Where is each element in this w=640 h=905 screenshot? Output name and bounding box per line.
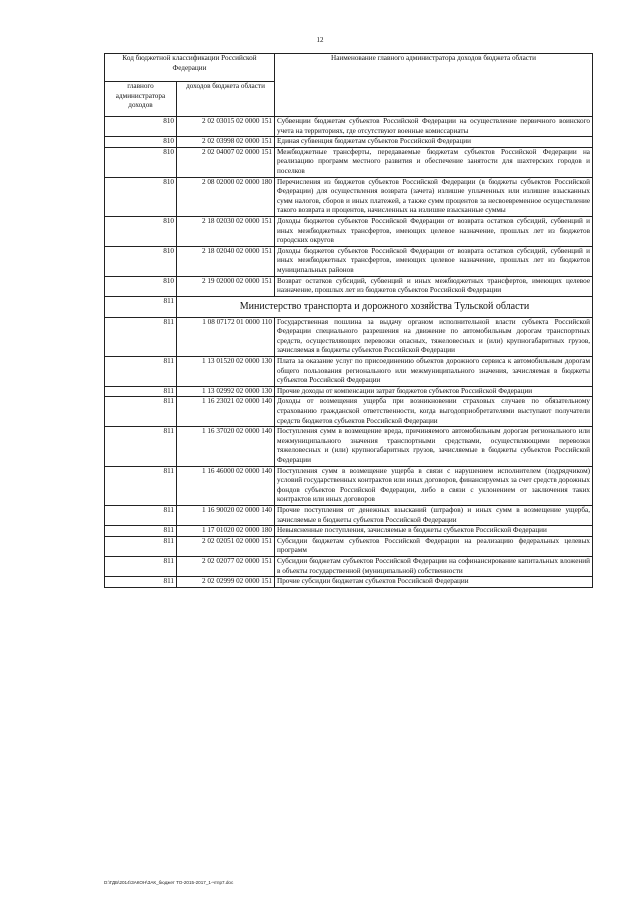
income-code-cell: 2 18 02030 02 0000 151 (177, 216, 275, 246)
ministry-row (105, 296, 593, 317)
income-name-cell: Невыясненные поступления, зачисляемые в бюджеты субъектов Российской Федерации (275, 526, 593, 537)
income-name-cell: Поступления сумм в возмещение ущерба в связи с нарушением исполнителем (подрядчиком) условий государственных контрактов или иных договоров, финансируемых за счет средств дорожных фондов субъектов Российской Федерации, либо в связи с уклонением от заключения таких контрактов или иных договоров (275, 466, 593, 505)
income-code-cell: 2 02 03998 02 0000 151 (177, 137, 275, 148)
admin-code-cell: 810 (105, 276, 177, 296)
income-code-cell: 1 08 07172 01 0000 110 (177, 317, 275, 356)
income-name-cell: Единая субвенция бюджетам субъектов Российской Федерации (275, 137, 593, 148)
page-number: 12 (316, 36, 324, 44)
table-row (105, 357, 593, 387)
income-code-cell: 1 16 37020 02 0000 140 (177, 427, 275, 466)
table-row (105, 317, 593, 356)
table-row (105, 466, 593, 505)
admin-code-cell: 810 (105, 137, 177, 148)
income-code-cell: 1 16 90020 02 0000 140 (177, 505, 275, 525)
income-name-cell: Перечисления из бюджетов субъектов Российской Федерации (в бюджеты субъектов Российской Федерации) для осуществления возврата (зачета) излишне уплаченных или излишне взысканных сумм налогов, сборов и иных платежей, а также сумм процентов за несвоевременное осуществление такого возврата и процентов, начисленных на излишне взысканные суммы (275, 177, 593, 216)
income-name-cell: Прочие поступления от денежных взысканий (штрафов) и иных сумм в возмещение ущерба, зачисляемые в бюджеты субъектов Российской Федерации (275, 505, 593, 525)
income-code-cell: 1 13 01520 02 0000 130 (177, 357, 275, 387)
income-code-cell: 1 13 02992 02 0000 130 (177, 386, 275, 397)
admin-code-cell: 811 (105, 577, 177, 588)
income-name-cell: Доходы бюджетов субъектов Российской Федерации от возврата остатков субсидий, субвенций и иных межбюджетных трансфертов, имеющих целевое назначение, прошлых лет из бюджетов муниципальных районов (275, 246, 593, 276)
admin-code-cell: 811 (105, 505, 177, 525)
admin-code-cell: 810 (105, 246, 177, 276)
header-group-title: Код бюджетной классификации Российской Федерации (105, 54, 275, 82)
table-row (105, 137, 593, 148)
income-name-cell: Прочие субсидии бюджетам субъектов Российской Федерации (275, 577, 593, 588)
admin-code-cell: 811 (105, 466, 177, 505)
income-code-cell: 2 08 02000 02 0000 180 (177, 177, 275, 216)
income-code-cell: 2 19 02000 02 0000 151 (177, 276, 275, 296)
income-name-cell: Субсидии бюджетам субъектов Российской Федерации на софинансирование капитальных вложений в объекты государственной (муниципальной) собственности (275, 556, 593, 576)
ministry-admin-code: 811 (105, 296, 177, 317)
table-row (105, 177, 593, 216)
table-row (105, 536, 593, 556)
income-name-cell: Доходы от возмещения ущерба при возникновении страховых случаев по обязательному страхованию гражданской ответственности, когда выгодоприобретателями выступают получатели средств бюджетов субъектов Российской Федерации (275, 397, 593, 427)
income-name-cell: Субсидии бюджетам субъектов Российской Федерации на реализацию федеральных целевых программ (275, 536, 593, 556)
admin-code-cell: 811 (105, 526, 177, 537)
table-row (105, 216, 593, 246)
income-name-cell: Возврат остатков субсидий, субвенций и иных межбюджетных трансфертов, имеющих целевое назначение, прошлых лет из бюджетов субъектов Российской Федерации (275, 276, 593, 296)
admin-code-cell: 811 (105, 536, 177, 556)
income-name-cell: Субвенции бюджетам субъектов Российской Федерации на осуществление первичного воинского учета на территориях, где отсутствуют военные комиссариаты (275, 117, 593, 137)
budget-classification-table (104, 53, 593, 588)
admin-code-cell: 811 (105, 357, 177, 387)
table-row (105, 505, 593, 525)
admin-code-cell: 810 (105, 216, 177, 246)
income-code-cell: 2 18 02040 02 0000 151 (177, 246, 275, 276)
income-name-cell: Прочие доходы от компенсации затрат бюджетов субъектов Российской Федерации (275, 386, 593, 397)
admin-code-cell: 810 (105, 117, 177, 137)
income-name-cell: Межбюджетные трансферты, передаваемые бюджетам субъектов Российской Федерации на реализацию программ местного развития и обеспечение занятости для шахтерских городов и поселков (275, 147, 593, 177)
income-code-cell: 2 02 02051 02 0000 151 (177, 536, 275, 556)
income-name-cell: Государственная пошлина за выдачу органом исполнительной власти субъекта Российской Федерации специального разрешения на движение по автомобильным дорогам транспортных средств, осуществляющих перевозки опасных, тяжеловесных и (или) крупногабаритных грузов, зачисляемая в бюджеты субъектов Российской Федерации (275, 317, 593, 356)
admin-code-cell: 811 (105, 427, 177, 466)
table-row (105, 246, 593, 276)
header-income-column: доходов бюджета области (177, 82, 275, 117)
income-name-cell: Поступления сумм в возмещение вреда, причиняемого автомобильным дорогам регионального или межмуниципального значения транспортными средствами, осуществляющими перевозки тяжеловесных и (или) крупногабаритных грузов, зачисляемые в бюджеты субъектов Российской Федерации (275, 427, 593, 466)
table-row (105, 117, 593, 137)
header-name-column: Наименование главного администратора доходов бюджета области (275, 54, 593, 117)
income-code-cell: 2 02 02999 02 0000 151 (177, 577, 275, 588)
ministry-title: Министерство транспорта и дорожного хозяйства Тульской области (177, 296, 593, 317)
header-row (105, 54, 593, 82)
income-code-cell: 2 02 04007 02 0000 151 (177, 147, 275, 177)
admin-code-cell: 811 (105, 397, 177, 427)
income-name-cell: Плата за оказание услуг по присоединению объектов дорожного сервиса к автомобильным дорогам общего пользования регионального или межмуниципального значения, зачисляемая в бюджеты субъектов Российской Федерации (275, 357, 593, 387)
table-row (105, 526, 593, 537)
table-row (105, 577, 593, 588)
income-code-cell: 1 17 01020 02 0000 180 (177, 526, 275, 537)
table-row (105, 147, 593, 177)
footer-file-path: D:\ГДБ\2014\ЗАКОН\ЗАК_бюджет ТО-2015-2017_1-чтпр7.doc (104, 880, 234, 885)
admin-code-cell: 811 (105, 386, 177, 397)
admin-code-cell: 810 (105, 147, 177, 177)
header-admin-column: главного администратора доходов (105, 82, 177, 117)
admin-code-cell: 811 (105, 556, 177, 576)
admin-code-cell: 810 (105, 177, 177, 216)
income-code-cell: 1 16 23021 02 0000 140 (177, 397, 275, 427)
admin-code-cell: 811 (105, 317, 177, 356)
income-code-cell: 1 16 46000 02 0000 140 (177, 466, 275, 505)
table-row (105, 386, 593, 397)
table-row (105, 397, 593, 427)
income-name-cell: Доходы бюджетов субъектов Российской Федерации от возврата остатков субсидий, субвенций и иных межбюджетных трансфертов, имеющих целевое назначение, прошлых лет из бюджетов городских округов (275, 216, 593, 246)
table-row (105, 556, 593, 576)
table-row (105, 427, 593, 466)
income-code-cell: 2 02 02077 02 0000 151 (177, 556, 275, 576)
table-row (105, 276, 593, 296)
income-code-cell: 2 02 03015 02 0000 151 (177, 117, 275, 137)
